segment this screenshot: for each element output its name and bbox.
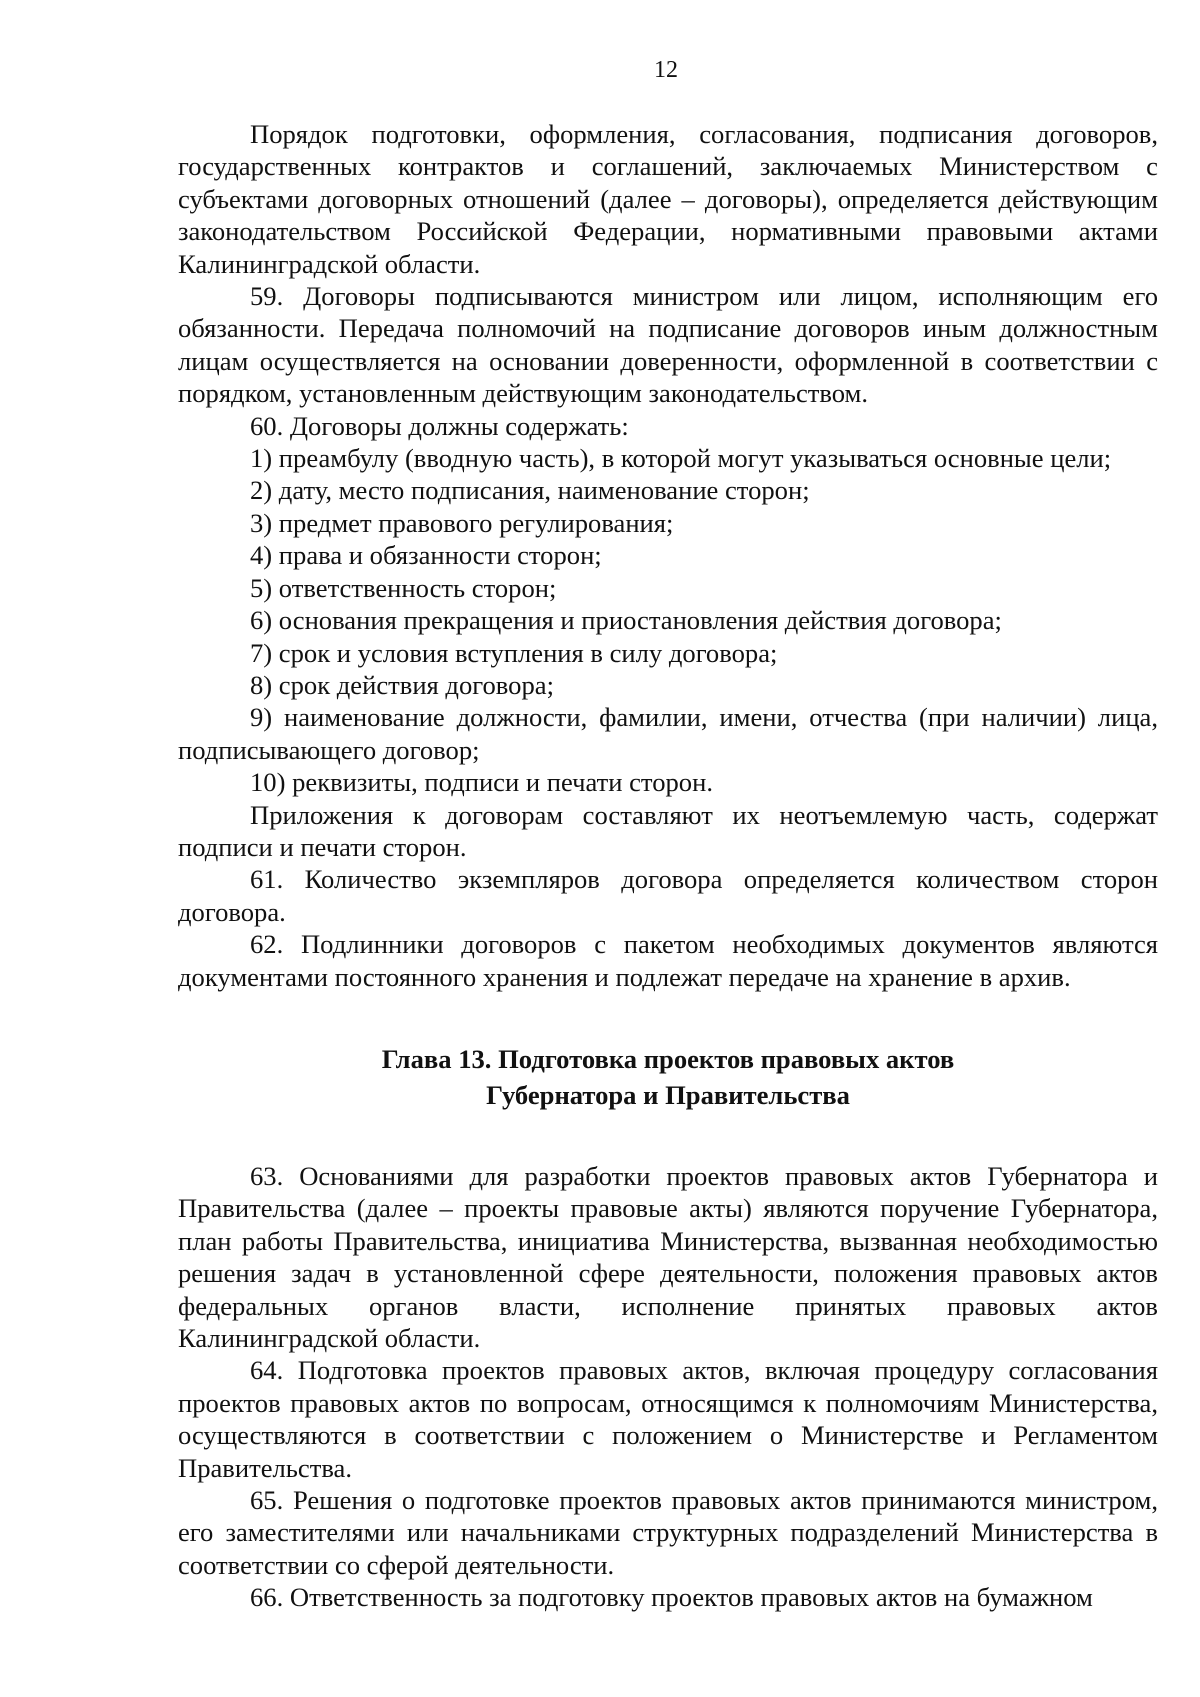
- list-item-6: 6) основания прекращения и приостановления действия договора;: [250, 605, 1002, 636]
- list-item-3: 3) предмет правового регулирования;: [250, 507, 674, 538]
- chapter-heading: [178, 1041, 1158, 1113]
- list-item-10: 10) реквизиты, подписи и печати сторон.: [250, 767, 713, 798]
- page-number: 12: [654, 57, 678, 83]
- paragraph-63: 63. Основаниями для разработки проектов правовых актов Губернатора и Правительства (далее – проекты правовые акты) являются поручение Губернатора, план работы Правительства, инициатива Министерства, вызванная необходимостью решения задач в установленной сфере деятельности, положения правовых актов федеральных органов власти, исполнение принятых правовых актов Калининградской области.: [178, 1160, 1158, 1353]
- list-item-1: 1) преамбулу (вводную часть), в которой могут указываться основные цели;: [250, 443, 1112, 474]
- paragraph-61: 61. Количество экземпляров договора определяется количеством сторон договора.: [178, 864, 1158, 927]
- paragraph-65: 65. Решения о подготовке проектов правовых актов принимаются министром, его заместителями или начальниками структурных подразделений Министерства в соответствии со сферой деятельности.: [178, 1485, 1158, 1580]
- chapter-heading-line-2: Губернатора и Правительства: [486, 1079, 850, 1110]
- chapter-heading-line-1: Глава 13. Подготовка проектов правовых актов: [381, 1043, 955, 1074]
- list-item-8: 8) срок действия договора;: [250, 669, 554, 700]
- paragraph-62: 62. Подлинники договоров с пакетом необходимых документов являются документами постоянного хранения и подлежат передаче на хранение в архив.: [178, 929, 1158, 992]
- list-item-9: 9) наименование должности, фамилии, имени, отчества (при наличии) лица, подписывающего договор;: [178, 702, 1158, 765]
- list-item-7: 7) срок и условия вступления в силу договора;: [250, 637, 778, 668]
- list-item-2: 2) дату, место подписания, наименование сторон;: [250, 475, 810, 506]
- paragraph-66: 66. Ответственность за подготовку проектов правовых актов на бумажном: [250, 1582, 1093, 1613]
- paragraph-attachments: Приложения к договорам составляют их неотъемлемую часть, содержат подписи и печати сторон.: [178, 799, 1158, 862]
- paragraph-64: 64. Подготовка проектов правовых актов, включая процедуру согласования проектов правовых актов по вопросам, относящимся к полномочиям Министерства, осуществляются в соответствии с положением о Министерстве и Регламентом Правительства.: [178, 1355, 1158, 1483]
- paragraph-contract-procedure: Порядок подготовки, оформления, согласования, подписания договоров, государственных контрактов и соглашений, заключаемых Министерством с субъектами договорных отношений (далее – договоры), определяется действующим законодательством Российской Федерации, нормативными правовыми актами Калининградской области.: [178, 119, 1158, 279]
- document-body: [178, 118, 1158, 1614]
- list-item-4: 4) права и обязанности сторон;: [250, 540, 602, 571]
- list-item-5: 5) ответственность сторон;: [250, 572, 557, 603]
- paragraph-60: 60. Договоры должны содержать:: [250, 410, 629, 441]
- paragraph-59: 59. Договоры подписываются министром или лицом, исполняющим его обязанности. Передача полномочий на подписание договоров иным должностным лицам осуществляется на основании доверенности, оформленной в соответствии с порядком, установленным действующим законодательством.: [178, 281, 1158, 409]
